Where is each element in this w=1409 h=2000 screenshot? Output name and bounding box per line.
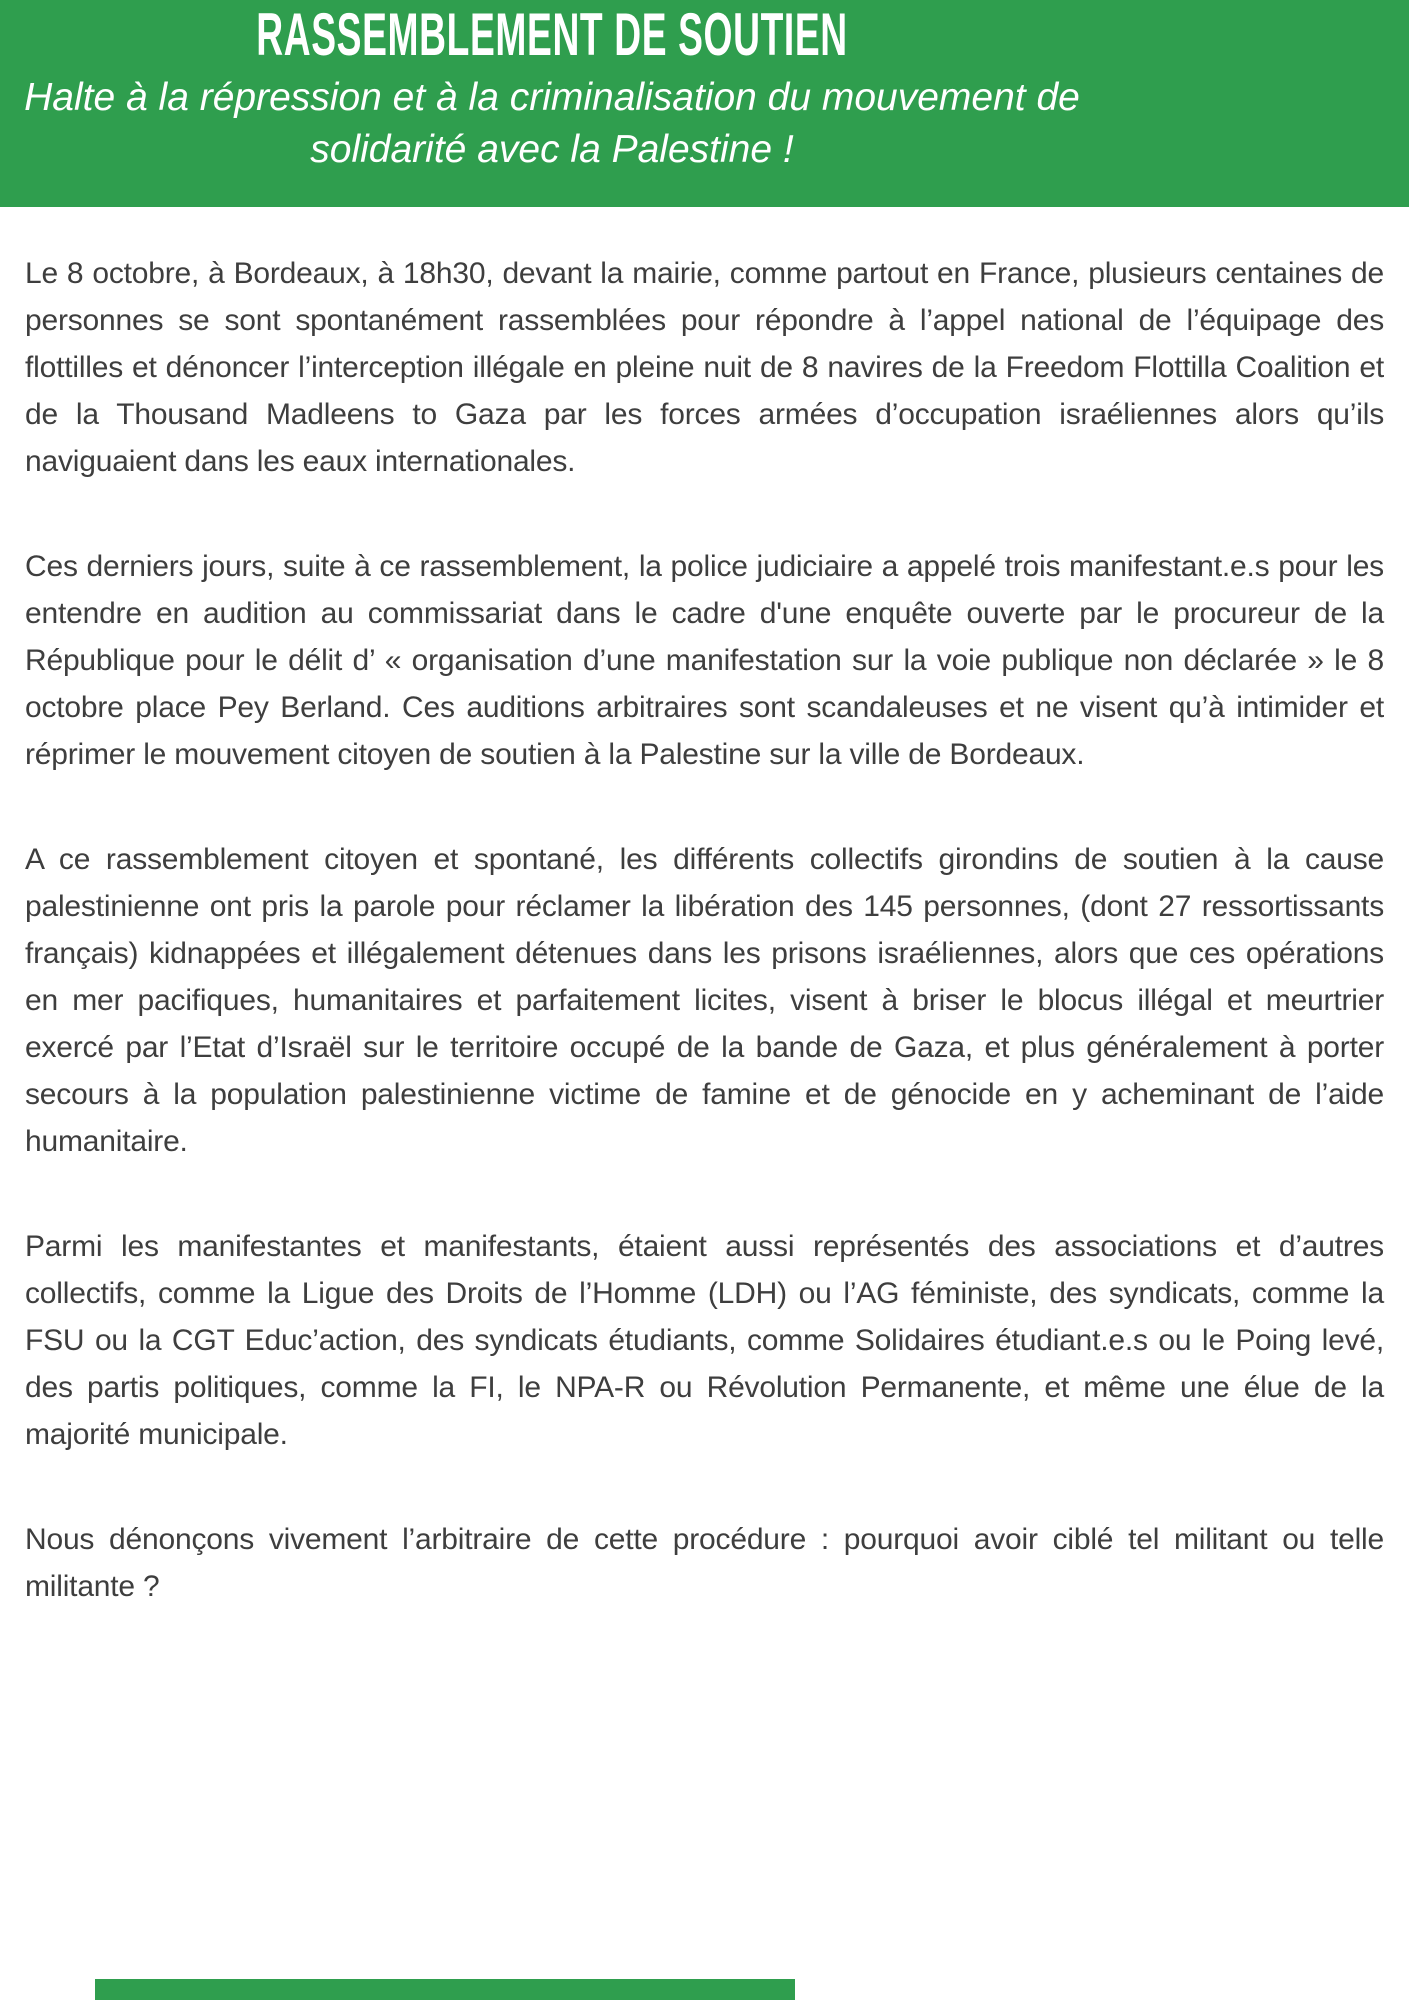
header-banner	[0, 0, 1409, 207]
bottom-green-bar	[95, 1979, 795, 2000]
paragraph-3: A ce rassemblement citoyen et spontané, les différents collectifs girondins de soutien à la cause palestinienne ont pris la parole pour réclamer la libération des 145 personnes, (dont 27 ressortissants français) kidnappées et illégalement détenues dans les prisons israéliennes, alors que ces opérations en mer pacifiques, humanitaires et parfaitement licites, visent à briser le blocus illégal et meurtrier exercé par l’Etat d’Israël sur le territoire occupé de la bande de Gaza, et plus généralement à porter secours à la population palestinienne victime de famine et de génocide en y acheminant de l’aide humanitaire.	[25, 843, 1384, 1158]
page-title	[0, 1, 1104, 68]
paragraph-5: Nous dénonçons vivement l’arbitraire de cette procédure : pourquoi avoir ciblé tel militant ou telle militante ?	[25, 1523, 1384, 1603]
subtitle: Halte à la répression et à la criminalisation du mouvement de solidarité avec la Palestine !	[24, 76, 1080, 171]
header-text-column	[0, 0, 1104, 176]
body-text	[0, 207, 1409, 1668]
paragraph-1: Le 8 octobre, à Bordeaux, à 18h30, devant la mairie, comme partout en France, plusieurs centaines de personnes se sont spontanément rassemblées pour répondre à l’appel national de l’équipage des flottilles et dénoncer l’interception illégale en pleine nuit de 8 navires de la Freedom Flottilla Coalition et de la Thousand Madleens to Gaza par les forces armées d’occupation israéliennes alors qu’ils naviguaient dans les eaux internationales.	[25, 257, 1384, 478]
paragraph-2: Ces derniers jours, suite à ce rassemblement, la police judiciaire a appelé trois manifestant.e.s pour les entendre en audition au commissariat dans le cadre d'une enquête ouverte par le procureur de la République pour le délit d’ « organisation d’une manifestation sur la voie publique non déclarée » le 8 octobre place Pey Berland. Ces auditions arbitraires sont scandaleuses et ne visent qu’à intimider et réprimer le mouvement citoyen de soutien à la Palestine sur la ville de Bordeaux.	[25, 550, 1384, 771]
page-title-text: RASSEMBLEMENT DE SOUTIEN	[256, 1, 848, 68]
paragraph-4: Parmi les manifestantes et manifestants, étaient aussi représentés des associations et d’autres collectifs, comme la Ligue des Droits de l’Homme (LDH) ou l’AG féministe, des syndicats, comme la FSU ou la CGT Educ’action, des syndicats étudiants, comme Solidaires étudiant.e.s ou le Poing levé, des partis politiques, comme la FI, le NPA-R ou Révolution Permanente, et même une élue de la majorité municipale.	[25, 1230, 1384, 1451]
